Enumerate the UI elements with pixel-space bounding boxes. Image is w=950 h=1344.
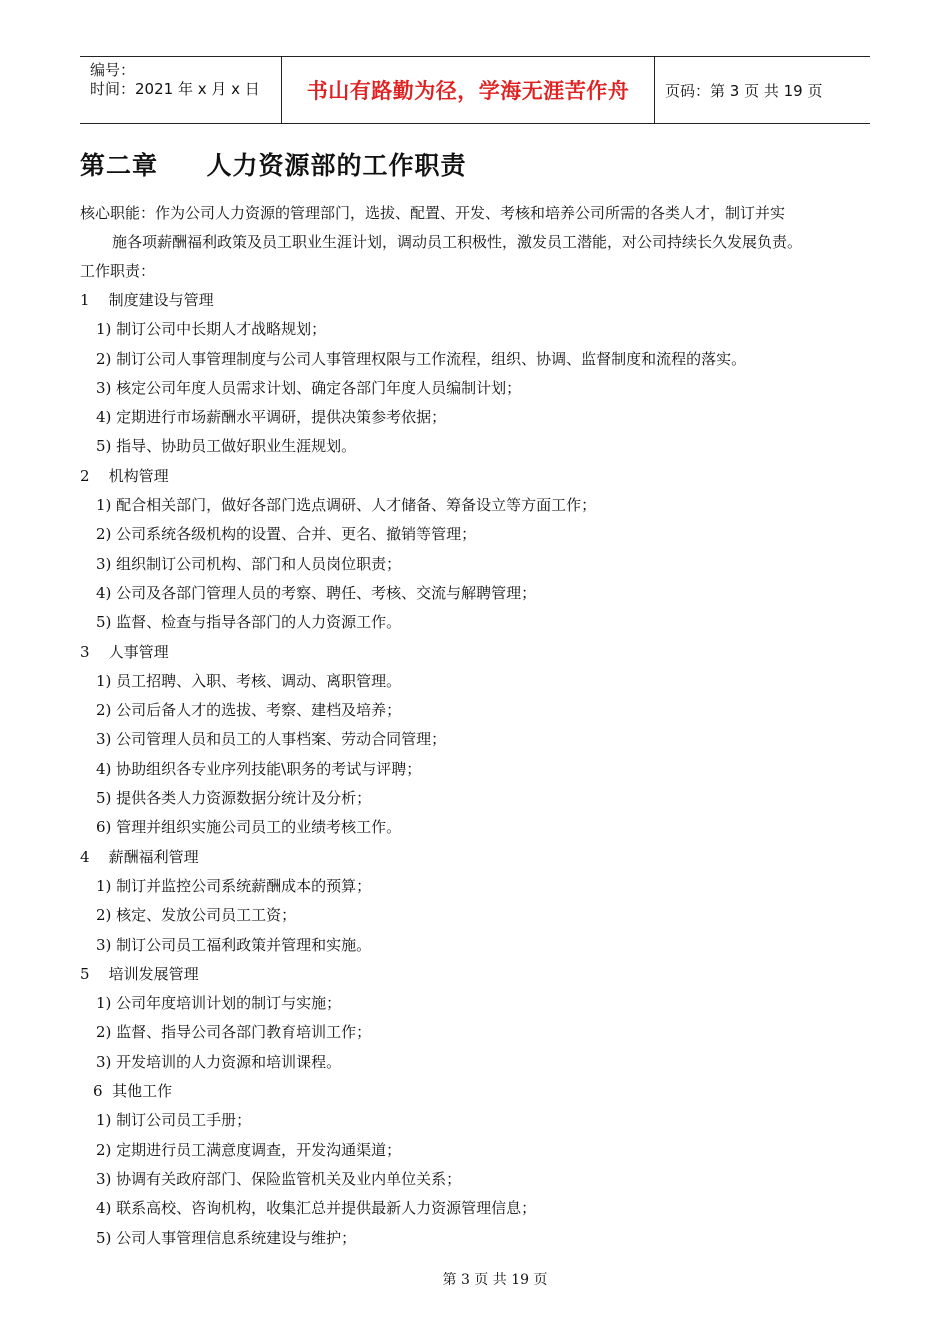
list-item: 2) 公司后备人才的选拔、考察、建档及培养； [96,701,402,720]
list-item: 3) 开发培训的人力资源和培训课程。 [96,1052,342,1071]
section-heading: 6 其他工作 [93,1082,173,1101]
list-item: 5) 监督、检查与指导各部门的人力资源工作。 [96,613,402,632]
section-heading: 5 培训发展管理 [80,964,199,983]
list-item: 4) 定期进行市场薪酬水平调研，提供决策参考依据； [96,408,447,427]
header-number-label: 编号： [90,61,136,79]
duties-label: 工作职责： [80,262,156,280]
section-heading: 1 制度建设与管理 [80,291,214,309]
page-footer: 第 3 页 共 19 页 [442,1272,548,1288]
list-item: 1) 配合相关部门，做好各部门选点调研、人才储备、筹备设立等方面工作； [96,496,597,515]
list-item: 5) 公司人事管理信息系统建设与维护； [96,1228,357,1247]
list-item: 2) 监督、指导公司各部门教育培训工作； [96,1023,372,1042]
list-item: 1) 制订公司中长期人才战略规划； [96,320,327,339]
header-time-label: 时间：2021 年 x 月 x 日 [90,80,260,98]
list-item: 2) 定期进行员工满意度调查，开发沟通渠道； [96,1140,402,1159]
list-item: 4) 协助组织各专业序列技能\职务的考试与评聘； [96,759,422,778]
page-header [80,56,870,124]
core-function-line-1: 核心职能：作为公司人力资源的管理部门，选拔、配置、开发、考核和培养公司所需的各类人才，制订并实 [80,204,786,222]
list-item: 3) 组织制订公司机构、部门和人员岗位职责； [96,554,402,573]
core-function-line-2: 施各项薪酬福利政策及员工职业生涯计划，调动员工积极性，激发员工潜能，对公司持续长久发展负责。 [112,233,803,251]
header-meta [80,57,282,123]
header-page-label: 页码：第 3 页 共 19 页 [665,81,823,100]
list-item: 1) 制订并监控公司系统薪酬成本的预算； [96,876,372,895]
list-item: 2) 制订公司人事管理制度与公司人事管理权限与工作流程，组织、协调、监督制度和流程的落实。 [96,349,747,368]
list-item: 1) 制订公司员工手册； [96,1111,252,1130]
section-heading: 3 人事管理 [80,642,169,661]
list-item: 3) 制订公司员工福利政策并管理和实施。 [96,935,372,954]
duty-sections [80,286,880,1253]
list-item: 3) 核定公司年度人员需求计划、确定各部门年度人员编制计划； [96,378,522,397]
list-item: 4) 联系高校、咨询机构，收集汇总并提供最新人力资源管理信息； [96,1199,537,1218]
list-item: 3) 协调有关政府部门、保险监管机关及业内单位关系； [96,1169,462,1188]
chapter-title: 第二章 人力资源部的工作职责 [80,151,467,180]
list-item: 2) 公司系统各级机构的设置、合并、更名、撤销等管理； [96,525,477,544]
list-item: 5) 指导、协助员工做好职业生涯规划。 [96,437,357,456]
list-item: 4) 公司及各部门管理人员的考察、聘任、考核、交流与解聘管理； [96,583,537,602]
list-item: 1) 公司年度培训计划的制订与实施； [96,994,342,1013]
section-heading: 2 机构管理 [80,466,169,485]
list-item: 2) 核定、发放公司员工工资； [96,906,297,925]
list-item: 5) 提供各类人力资源数据分统计及分析； [96,789,372,808]
list-item: 1) 员工招聘、入职、考核、调动、离职管理。 [96,671,402,690]
list-item: 6) 管理并组织实施公司员工的业绩考核工作。 [96,818,402,837]
list-item: 3) 公司管理人员和员工的人事档案、劳动合同管理； [96,730,447,749]
section-heading: 4 薪酬福利管理 [80,847,199,866]
header-motto: 书山有路勤为径，学海无涯苦作舟 [282,57,655,123]
document-body [80,199,880,1253]
